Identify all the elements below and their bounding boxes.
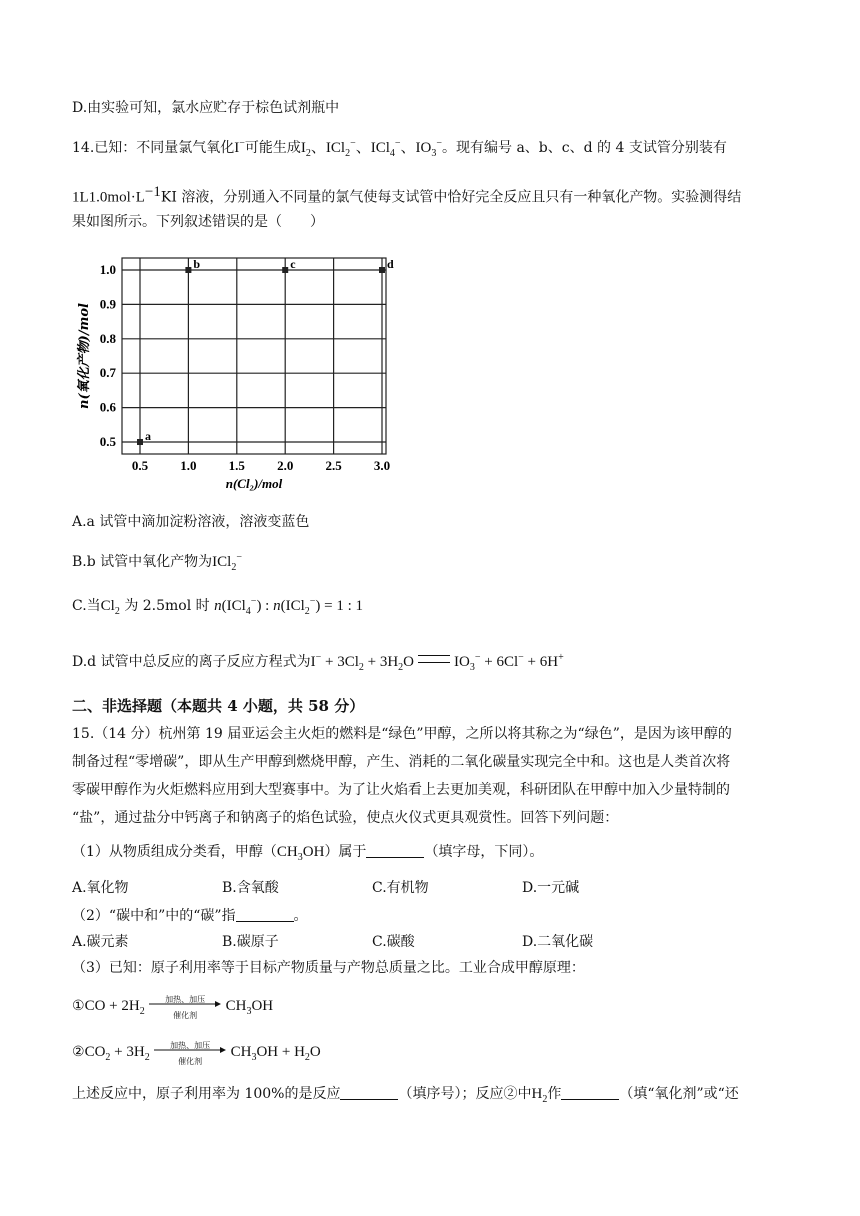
- q15-line3: 零碳甲醇作为火炬燃料应用到大型赛事中。为了让火焰看上去更加美观，科研团队在甲醇中加入少量特制的: [72, 782, 730, 798]
- x-tick-label: 2.0: [277, 458, 294, 473]
- q15-line4: “盐”，通过盐分中钙离子和钠离子的焰色试验，使点火仪式更具观赏性。回答下列问题：: [72, 810, 619, 826]
- q15-s2-opt-d: D.二氧化碳: [522, 934, 594, 950]
- answer-blank[interactable]: [366, 843, 424, 858]
- q15-s2-opt-a: A.碳元素: [72, 934, 129, 950]
- q14-option-d: D.d 试管中总反应的离子反应方程式为$I^- + 3Cl_2 + 3H_2O$ $IO_3^- + 6Cl^- + 6H^+$: [72, 652, 564, 673]
- data-point: [282, 267, 288, 273]
- formula-products: $I_2$、ICl$_2$−、ICl$_4$−、$IO_3^-$: [300, 138, 442, 159]
- data-point: [379, 267, 385, 273]
- point-label: b: [193, 257, 201, 271]
- q15-line2: 制备过程“零增碳”，即从生产甲醇到燃烧甲醇，产生、消耗的二氧化碳量实现完全中和。这也是人类首次将: [72, 754, 731, 770]
- q15-line1: 15.（14 分）杭州第 19 届亚运会主火炬的燃料是“绿色”甲醇，之所以将其称之为“绿色”，是因为该甲醇的: [72, 726, 732, 742]
- reaction-2: $②CO_2 + 3H_2$ 加热、加压 催化剂 $CH_3OH + H_2O$: [72, 1041, 321, 1066]
- q15-s2-opt-c: C.碳酸: [372, 934, 415, 950]
- y-tick-label: 0.8: [99, 330, 116, 346]
- y-tick-label: 0.7: [99, 365, 116, 381]
- answer-blank[interactable]: [340, 1085, 398, 1100]
- answer-blank[interactable]: [561, 1085, 619, 1100]
- reaction-arrow: 加热、加压 催化剂: [149, 994, 221, 1014]
- q14-option-a: A.a 试管中滴加淀粉溶液，溶液变蓝色: [72, 514, 310, 530]
- x-axis-label: n(Cl₂)/mol: [225, 476, 283, 491]
- q15-s1-opt-b: B.含氧酸: [222, 880, 279, 896]
- formula-iodide: I−: [234, 138, 245, 156]
- data-point: [185, 267, 191, 273]
- y-axis-label: n(氧化产物)/mol: [77, 303, 92, 409]
- section-heading: 二、非选择题（本题共 4 小题，共 58 分）: [72, 697, 365, 715]
- y-tick-label: 0.5: [99, 434, 116, 449]
- point-label: a: [145, 429, 151, 443]
- q15-s1-opt-a: A.氧化物: [72, 880, 129, 896]
- q14-stem-line1: 14.已知：不同量氯气氧化I−可能生成$I_2$、ICl$_2$−、ICl$_4$−、$IO_3^-$。现有编号 a、b、c、d 的 4 支试管分别装有: [72, 138, 727, 159]
- q14-stem-line2: $1L1.0mol\cdot L^{-1}KI$ 溶液，分别通入不同量的氯气使每支试管中恰好完全反应且只有一种氧化产物。实验测得结: [72, 184, 742, 206]
- q14-option-c: C.当$Cl_2$ 为 2.5mol 时 n(ICl$_4$−) : n(ICl$_2$−) = 1 : 1: [72, 596, 364, 617]
- y-tick-label: 1.0: [99, 262, 116, 277]
- x-tick-label: 1.0: [180, 458, 197, 473]
- point-label: d: [387, 257, 394, 271]
- q14-stem-line3: 果如图所示。下列叙述错误的是（ ）: [72, 214, 324, 230]
- q15-sub2: （2）“碳中和”中的“碳”指 。: [72, 908, 308, 924]
- q13-option-d: D.由实验可知，氯水应贮存于棕色试剂瓶中: [72, 100, 340, 116]
- q15-sub3: （3）已知：原子利用率等于目标产物质量与产物总质量之比。工业合成甲醇原理：: [72, 960, 585, 976]
- x-tick-label: 3.0: [373, 458, 391, 473]
- data-point: [137, 439, 143, 445]
- q14-chart: [72, 244, 392, 506]
- y-tick-label: 0.6: [99, 399, 116, 415]
- reaction-arrow: 加热、加压 催化剂: [154, 1040, 226, 1060]
- x-tick-label: 0.5: [131, 458, 149, 473]
- q15-s2-opt-b: B.碳原子: [222, 934, 279, 950]
- q15-sub1: （1）从物质组成分类看，甲醇$(CH_3OH)$属于 （填字母，下同）。: [72, 844, 544, 863]
- chart-svg: [72, 244, 392, 506]
- plot-frame: [122, 258, 386, 454]
- q15-s1-opt-d: D.一元碱: [522, 880, 580, 896]
- x-tick-label: 1.5: [228, 458, 245, 473]
- y-tick-label: 0.9: [99, 296, 116, 312]
- x-tick-label: 2.5: [325, 458, 342, 473]
- q15-sub3-question: 上述反应中，原子利用率为 100%的是反应 （填序号）；反应②中$H_2$作 （填“氧化剂”或“还: [72, 1086, 739, 1105]
- point-label: c: [290, 257, 296, 271]
- answer-blank[interactable]: [236, 907, 294, 922]
- reaction-1: ①CO + $2H_2$ 加热、加压 催化剂 $CH_3OH$: [72, 995, 274, 1020]
- q14-option-b: B.b 试管中氧化产物为ICl$_2$−: [72, 552, 242, 573]
- q15-s1-opt-c: C.有机物: [372, 880, 429, 896]
